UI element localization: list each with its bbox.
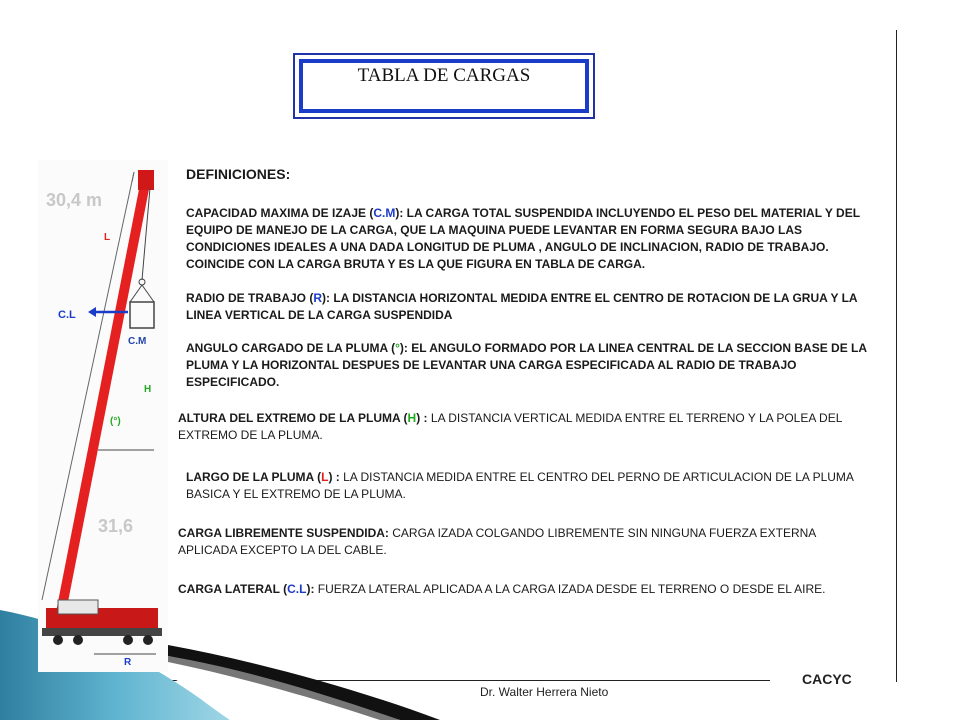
footer-org: CACYC	[802, 671, 852, 687]
crane-label-cm: C.M	[128, 336, 147, 347]
page-title: TABLA DE CARGAS	[357, 65, 531, 86]
right-divider-line	[896, 30, 897, 682]
title-box	[293, 53, 595, 119]
def-libre: CARGA LIBREMENTE SUSPENDIDA: CARGA IZADA COLGANDO LIBREMENTE SIN NINGUNA FUERZA EXTERNA APLICADA EXCEPTO LA DEL CABLE.	[178, 526, 816, 557]
def-lateral: CARGA LATERAL (C.L): FUERZA LATERAL APLICADA A LA CARGA IZADA DESDE EL TERRENO O DESDE EL AIRE.	[178, 582, 826, 596]
def-largo: LARGO DE LA PLUMA (L) : LA DISTANCIA MEDIDA ENTRE EL CENTRO DEL PERNO DE ARTICULACION DE LA PLUMA BASICA Y EL EXTREMO DE LA PLUMA.	[186, 470, 854, 501]
crane-label-angle: (°)	[110, 416, 121, 427]
crane-boom-length-label: 31,6	[98, 516, 134, 536]
crane-diagram	[38, 160, 168, 672]
crane-label-cl: C.L	[58, 309, 76, 321]
def-radio: RADIO DE TRABAJO (R): LA DISTANCIA HORIZONTAL MEDIDA ENTRE EL CENTRO DE ROTACION DE LA GRUA Y LA LINEA VERTICAL DE LA CARGA SUSPENDIDA	[186, 291, 858, 322]
crane-label-l: L	[104, 232, 111, 243]
crane-label-h: H	[144, 384, 152, 395]
footer-author: Dr. Walter Herrera Nieto	[480, 685, 609, 699]
crane-height-label: 30,4 m	[46, 190, 103, 210]
def-capacidad: CAPACIDAD MAXIMA DE IZAJE (C.M): LA CARGA TOTAL SUSPENDIDA INCLUYENDO EL PESO DEL MATERIAL Y DEL EQUIPO DE MANEJO DE LA CARGA, QUE LA MAQUINA PUEDE LEVANTAR EN FORMA SEGURA BAJO LAS CONDICIONES IDEALES A UNA DADA LONGITUD DE PLUMA , ANGULO DE INCLINACION, RADIO DE TRABAJO. COINCIDE CON LA CARGA BRUTA Y ES LA QUE FIGURA EN TABLA DE CARGA.	[186, 206, 860, 271]
def-angulo: ANGULO CARGADO DE LA PLUMA (°): EL ANGULO FORMADO POR LA LINEA CENTRAL DE LA SECCION BASE DE LA PLUMA Y LA HORIZONTAL DESPUES DE LEVANTAR UNA CARGA ESPECIFICADA AL RADIO DE TRABAJO ESPECIFICADO.	[186, 341, 867, 389]
crane-label-r: R	[124, 657, 132, 668]
def-altura: ALTURA DEL EXTREMO DE LA PLUMA (H) : LA DISTANCIA VERTICAL MEDIDA ENTRE EL TERRENO Y LA POLEA DEL EXTREMO DE LA PLUMA.	[178, 411, 842, 442]
definitions-heading: DEFINICIONES:	[186, 166, 291, 182]
